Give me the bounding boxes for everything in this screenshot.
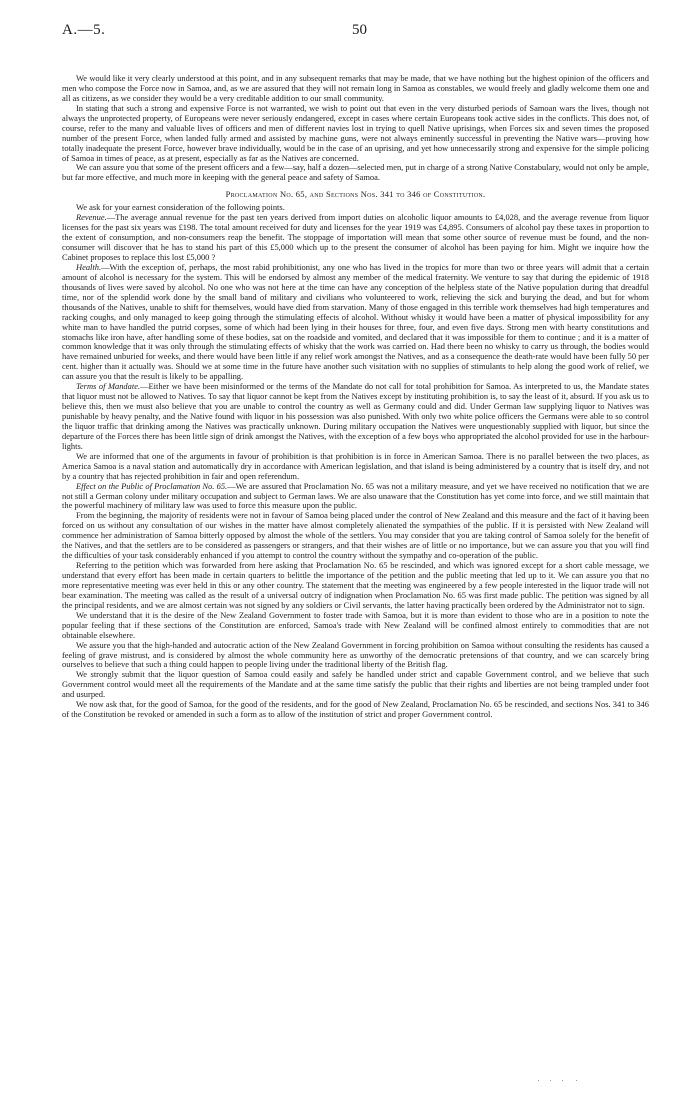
health-paragraph bbox=[62, 263, 649, 382]
run-in-heading: Effect on the Public of Proclamation No. 65. bbox=[76, 480, 228, 491]
paragraph: We understand that it is the desire of the New Zealand Government to foster trade with Samoa, but it is more than evident to those who are in a position to note the popular feeling that if these sections of the Constitution are enforced, Samoa's trade with New Zealand will be confined almost entirely to commodities that are not obtainable elsewhere. bbox=[62, 609, 649, 640]
paragraph: We now ask that, for the good of Samoa, for the good of the residents, and for the good of New Zealand, Proclamation No. 65 be rescinded, and sections Nos. 341 to 346 of the Constitution be revoked or amended in such a form as to allow of the institution of strict and proper Government control. bbox=[62, 699, 649, 720]
mandate-paragraph bbox=[62, 382, 649, 452]
section-heading: Proclamation No. 65, and Sections Nos. 341 to 346 of Constitution. bbox=[225, 189, 486, 200]
paragraph: In stating that such a strong and expensive Force is not warranted, we wish to point out that even in the very disturbed periods of Samoan wars the lives, though not always the unprotected property, of Europeans were never seriously endangered, except in cases where certain Europeans took active sides in the conflicts. This does not, of course, refer to the many and valuable lives of officers and men of different navies lost in trying to quell Native uprisings, when Forces six and seven times the proposed number of the present Force, when landed fully armed and assisted by machine guns, were not always eminently successful in preventing the Native wars—proving how totally inadequate the present Force, however brave individually, would be in the case of an uprising, and yet how unnecessarily strong and expensive for the simple policing of Samoa in times of peace, as at present, especially as far as the Natives are concerned. bbox=[62, 102, 649, 163]
paragraph: We strongly submit that the liquor question of Samoa could easily and safely be handled under strict and capable Government control, and we believe that such Government control would meet all the requirements of the Mandate and at the same time satisfy the public that their rights and liberties are not being trampled under foot and usurped. bbox=[62, 669, 649, 700]
paragraph-text: —With the exception of, perhaps, the most rabid prohibitionist, any one who has lived in the tropics for more than two or three years will admit that a certain amount of alcohol is necessary for the system. This will be endorsed by almost any member of the medical fraternity. We venture to say that during the epidemic of 1918 thousands of lives were saved by alcohol. No one who was not here at the time can have any conception of the helpless state of the Native population during that dreadful time, nor of the splendid work done by the small band of military and civilians who volunteered to work, relieving the sick and burying the dead, and but for whom thousands of the Natives, unable to shift for themselves, would have died from starvation. Many of those engaged in this terrible work themselves had high temperatures and racking coughs, and only managed to keep going through the stimulating effects of alcohol. Without whisky it would have been a matter of physical impossibility for any white man to have handled the putrid corpses, some of which had been lying in their houses for three, four, and even five days. Strong men with hearty constitutions and stomachs like iron have, after handling some of these bodies, sat on the roadside and vomited, and declared that it was impossible for them to continue ; and it is a matter of common knowledge that it was only through the stimulating effects of whisky that the work was carried on. Had there been no whisky to carry us through, the bodies would have remained unburied for weeks, and there would have been little if any relief work amongst the Natives, and as a consequence the death-rate would have been fully 50 per cent. higher than it actually was. Should we at some time in the future have another such visitation with no supplies of stimulants to help along the good work of relief, we can assure you that the result is likely to be appalling. bbox=[62, 261, 649, 382]
paragraph: Referring to the petition which was forwarded from here asking that Proclamation No. 65 be rescinded, and which was ignored except for a short cable message, we understand that every effort has been made in certain quarters to belittle the importance of the petition and the public meeting that led up to it. We can assure you that no more representative meeting was ever held in this or any other country. The statement that the meeting was engineered by a few people interested in the liquor trade will not bear examination. The meeting was called as the result of a universal outcry of indignation when Proclamation No. 65 was first made public. The petition was signed by all the principal residents, and we are almost certain was not signed by any soldiers or Civil servants, the latter having practically been ordered by the Administrator not to sign. bbox=[62, 560, 649, 610]
paragraph: We are informed that one of the arguments in favour of prohibition is that prohibition is in force in American Samoa. There is no parallel between the two places, as America Samoa is a naval station and automatically dry in accordance with American legislation, and that island is being administered by a country that is itself dry, and not by a country that has rejected prohibition in fair and open referendum. bbox=[62, 450, 649, 481]
page-number: 50 bbox=[352, 22, 367, 38]
effect-paragraph bbox=[62, 482, 649, 512]
document-reference: A.—5. bbox=[62, 22, 106, 38]
scan-specks bbox=[538, 1080, 588, 1084]
paragraph: We assure you that the high-handed and autocratic action of the New Zealand Government in forcing prohibition on Samoa without consulting the residents has caused a feeling of grave mistrust, and is considered by almost the whole community here as unworthy of the democratic pretensions of that country, and we can scarcely bring ourselves to believe that such a thing could happen to people living under the traditional liberty of the British flag. bbox=[62, 639, 649, 670]
paragraph-text: —We are assured that Proclamation No. 65 was not a military measure, and yet we have received no notification that we are not still a German colony under military occupation and subject to German laws. We are also unaware that the Constitution has yet come into force, and we still maintain that the powerful machinery of military law was used to force this measure upon the public. bbox=[62, 480, 649, 511]
paragraph: From the beginning, the majority of residents were not in favour of Samoa being placed under the control of New Zealand and this measure and the fact of it having been forced on us without any consultation of our wishes in the matter have almost completely alienated the sympathies of the public. If it is persisted with New Zealand will commence her administration of Samoa bitterly opposed by almost the whole of the settlers. You may consider that you are taking control of Samoa solely for the benefit of the Natives, and that the settlers are to be considered as passengers or strangers, and that their wishes are of little or no importance, but we can assure you that you will find the difficulties of your task considerably enhanced if you attempt to control the country without the sympathy and co-operation of the public. bbox=[62, 510, 649, 561]
run-in-heading: Health. bbox=[76, 261, 102, 272]
paragraph-text: —Either we have been misinformed or the terms of the Mandate do not call for total prohibition for Samoa. As interpreted to us, the Mandate states that liquor must not be allowed to Natives. To say that liquor cannot be kept from the Natives except by instituting prohibition is, to say the least of it, absurd. If you ask us to believe this, then we must also believe that you are unable to control the country as well as Germany could and did. Under German law supplying liquor to Natives was punishable by heavy penalty, and the Native found with liquor in his possession was also punished. With only two white police officers the Germans were able to so control the liquor traffic that drinking among the Natives was practically unknown. During military occupation the Natives were unquestionably supplied with liquor, but since the departure of the Forces there has been little sign of drink amongst the Natives, with the exception of a few boys who appropriated the alcohol provided for use in the harbour-lights. bbox=[62, 381, 649, 451]
run-in-heading: Terms of Mandate. bbox=[76, 381, 141, 392]
paragraph: We would like it very clearly understood at this point, and in any subsequent remarks that may be made, that we have nothing but the highest opinion of the officers and men who compose the Force now in Samoa, and, as we are assured that they will not remain long in Samoa as constables, we would freely and gladly welcome them one and all as citizens, as we consider they would be a very creditable addition to our small community. bbox=[62, 73, 649, 103]
running-head bbox=[62, 22, 649, 46]
revenue-paragraph bbox=[62, 213, 649, 263]
paragraph-text: —The average annual revenue for the past ten years derived from import duties on alcoholic liquor amounts to £4,028, and the average revenue from liquor licenses for the past six years was £198. The total amount received for duty and licenses for the year 1919 was £4,895. Consumers of alcohol pay these taxes in proportion to the extent of consumption, and non-consumers reap the benefit. The stoppage of importation will mean that some other source of revenue must be found, and the non-consumer will discover that he has to stand his part of this £5,000 which up to the present the consumer of alcohol has been paying for him. Might we inquire how the Cabinet proposes to replace this lost £5,000 ? bbox=[62, 212, 649, 262]
paragraph: We can assure you that some of the present officers and a few—say, half a dozen—selected men, put in charge of a strong Native Constabulary, would not only be ample, but far more effective, and much more in keeping with the general peace and safety of Samoa. bbox=[62, 162, 649, 183]
document-body bbox=[62, 74, 649, 720]
run-in-heading: Revenue. bbox=[76, 212, 107, 223]
document-page bbox=[62, 22, 649, 720]
paragraph: We ask for your earnest consideration of the following points. bbox=[76, 202, 285, 213]
